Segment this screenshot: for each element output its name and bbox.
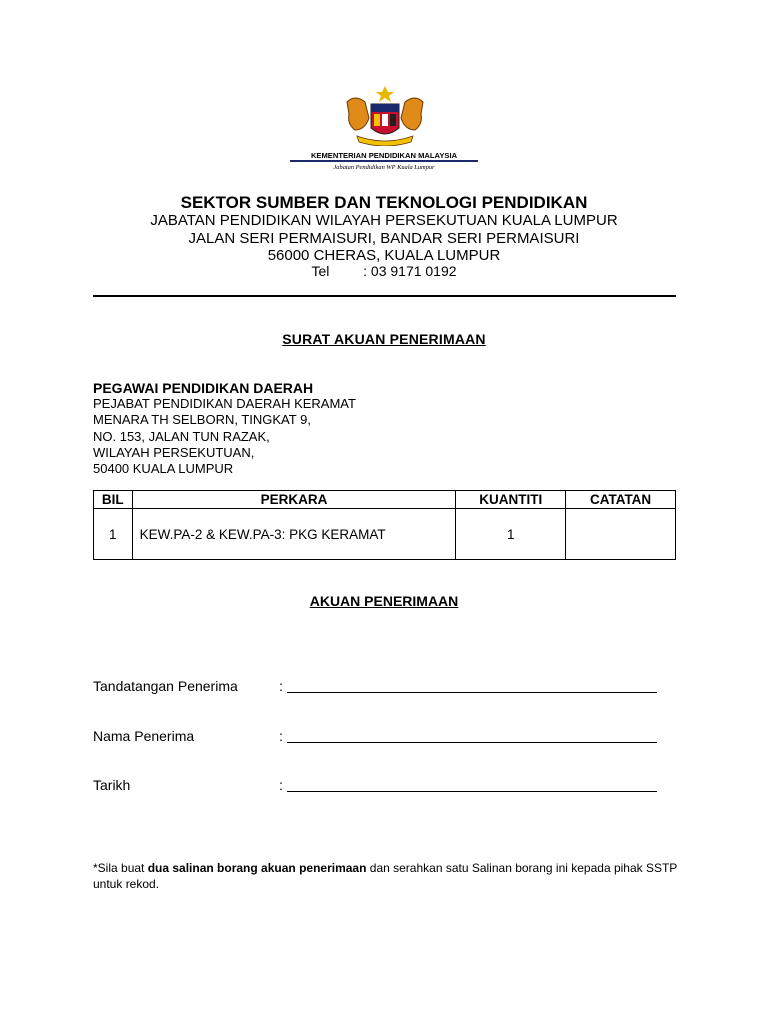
recipient-name-label: Nama Penerima [93, 728, 195, 744]
signature-blank-line[interactable] [287, 692, 657, 693]
telephone-label: Tel [311, 263, 330, 279]
ministry-divider [290, 160, 478, 162]
telephone-value: : 03 9171 0192 [363, 263, 457, 279]
footnote-prefix: *Sila buat [93, 861, 148, 875]
header-perkara: PERKARA [132, 491, 456, 509]
date-label: Tarikh [93, 777, 131, 793]
recipient-name-blank-line[interactable] [287, 742, 657, 743]
footnote [93, 861, 683, 892]
table-row [94, 509, 676, 560]
date-blank-line[interactable] [287, 791, 657, 792]
recipient-line: MENARA TH SELBORN, TINGKAT 9, [93, 412, 311, 428]
date-field [93, 777, 693, 795]
header-bil: BIL [94, 491, 133, 509]
footnote-suffix: dan serahkan satu Salinan borang ini kepada pihak SSTP untuk rekod. [93, 861, 678, 891]
recipient-block [93, 380, 356, 477]
recipient-line: 50400 KUALA LUMPUR [93, 461, 234, 477]
document-title: SURAT AKUAN PENERIMAAN [282, 331, 486, 347]
recipient-line: NO. 153, JALAN TUN RAZAK, [93, 428, 270, 444]
header-rule [93, 295, 676, 297]
header-catatan: CATATAN [566, 491, 676, 509]
footnote-bold: dua salinan borang akuan penerimaan [147, 861, 367, 875]
acknowledgement-title: AKUAN PENERIMAAN [309, 593, 459, 609]
cell-perkara: KEW.PA-2 & KEW.PA-3: PKG KERAMAT [132, 509, 456, 560]
recipient-line: PEJABAT PENDIDIKAN DAERAH KERAMAT [93, 396, 356, 412]
address-line-2: JALAN SERI PERMAISURI, BANDAR SERI PERMAISURI [188, 230, 580, 247]
ministry-sub-name: Jabatan Pendidikan WP Kuala Lumpur [333, 164, 435, 171]
cell-bil: 1 [94, 509, 133, 560]
address-line-1: JABATAN PENDIDIKAN WILAYAH PERSEKUTUAN KUALA LUMPUR [150, 212, 618, 229]
cell-kuantiti: 1 [456, 509, 566, 560]
field-colon: : [279, 777, 283, 793]
signature-field [93, 678, 693, 696]
signature-label: Tandatangan Penerima [93, 678, 238, 694]
field-colon: : [279, 728, 283, 744]
ministry-name: KEMENTERIAN PENDIDIKAN MALAYSIA [310, 151, 458, 160]
recipient-name-field [93, 728, 693, 746]
recipient-line: WILAYAH PERSEKUTUAN, [93, 444, 255, 460]
coat-of-arms-icon [337, 84, 433, 146]
field-colon: : [279, 678, 283, 694]
telephone-line [0, 263, 768, 279]
items-table [93, 490, 676, 560]
address-line-3: 56000 CHERAS, KUALA LUMPUR [267, 247, 501, 264]
table-header-row [94, 491, 676, 509]
recipient-title: PEGAWAI PENDIDIKAN DAERAH [93, 380, 314, 396]
cell-catatan [566, 509, 676, 560]
header-kuantiti: KUANTITI [456, 491, 566, 509]
sector-title: SEKTOR SUMBER DAN TEKNOLOGI PENDIDIKAN [180, 193, 588, 212]
